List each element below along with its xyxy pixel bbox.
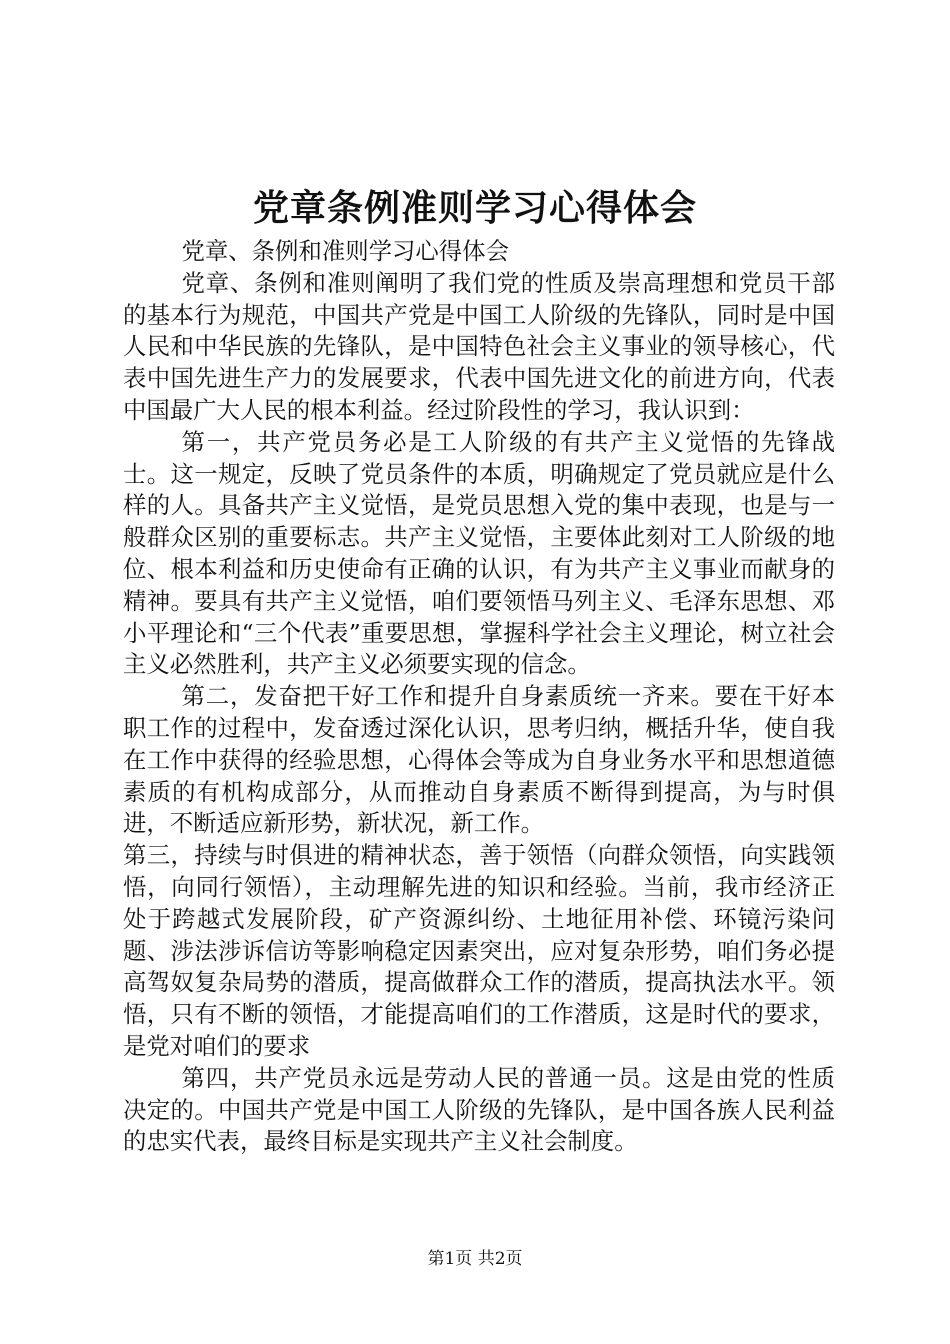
paragraph-first-point: 第一，共产党员务必是工人阶级的有共产主义觉悟的先锋战士。这一规定，反映了党员条件的本质，明确规定了党员就应是什么样的人。具备共产主义觉悟，是党员思想入党的集中表现，也是与一般群众区别的重要标志。共产主义觉悟，主要体此刻对工人阶级的地位、根本利益和历史使命有正确的认识，有为共产主义事业而献身的精神。要具有共产主义觉悟，咱们要领悟马列主义、毛泽东思想、邓小平理论和“三个代表”重要思想，掌握科学社会主义理论，树立社会主义必然胜利，共产主义必须要实现的信念。: [123, 427, 835, 679]
document-title: 党章条例准则学习心得体会: [252, 187, 697, 229]
paragraph-fourth-point: 第四，共产党员永远是劳动人民的普通一员。这是由党的性质决定的。中国共产党是中国工人阶级的先锋队，是中国各族人民利益的忠实代表，最终目标是实现共产主义社会制度。: [123, 1063, 835, 1156]
page-number-footer: 第1页 共2页: [427, 1249, 523, 1269]
paragraph-subtitle: 党章、条例和准则学习心得体会: [181, 237, 509, 265]
paragraph-intro: 党章、条例和准则阐明了我们党的性质及崇高理想和党员干部的基本行为规范，中国共产党是中国工人阶级的先锋队，同时是中国人民和中华民族的先锋队，是中国特色社会主义事业的领导核心，代表中国先进生产力的发展要求，代表中国先进文化的前进方向，代表中国最广大人民的根本利益。经过阶段性的学习，我认识到：: [123, 268, 835, 424]
paragraph-third-point: 第三，持续与时俱进的精神状态，善于领悟（向群众领悟，向实践领悟，向同行领悟），主动理解先进的知识和经验。当前，我市经济正处于跨越式发展阶段，矿产资源纠纷、土地征用补偿、环镜污染问题、涉法涉诉信访等影响稳定因素突出，应对复杂形势，咱们务必提高驾奴复杂局势的潜质，提高做群众工作的潜质，提高执法水平。领悟，只有不断的领悟，才能提高咱们的工作潜质，这是时代的要求，是党对咱们的要求: [123, 841, 835, 1060]
paragraph-second-point: 第二，发奋把干好工作和提升自身素质统一齐来。要在干好本职工作的过程中，发奋透过深化认识，思考归纳，概括升华，使自我在工作中获得的经验思想，心得体会等成为自身业务水平和思想道德素质的有机构成部分，从而推动自身素质不断得到提高，为与时俱进，不断适应新形势，新状况，新工作。: [123, 682, 835, 838]
document-body: [123, 236, 835, 1158]
